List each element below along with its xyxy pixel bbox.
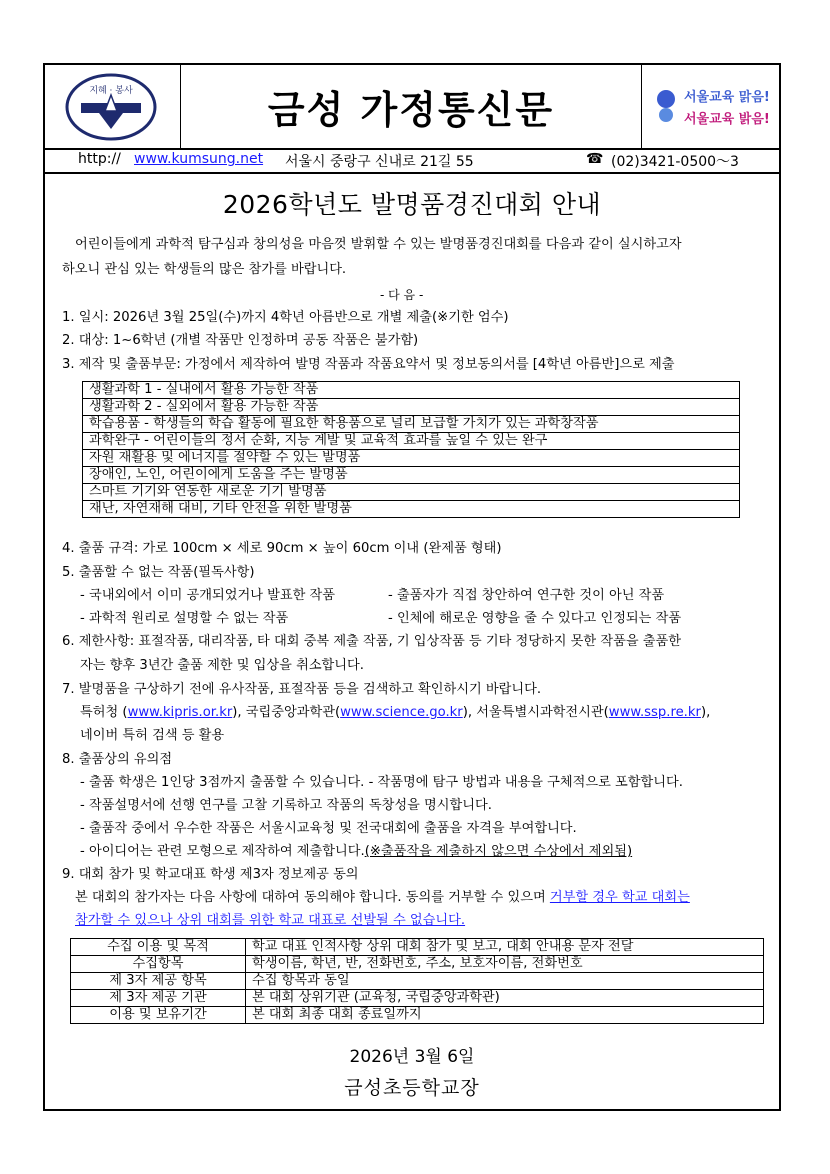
consent-row (71, 1007, 764, 1024)
item-8b: - 작품설명서에 선행 연구를 고찰 기록하고 작품의 독창성을 명시합니다. (80, 798, 492, 813)
science-link[interactable]: www.science.go.kr (340, 705, 463, 720)
category-cell: 자원 재활용 및 에너지를 절약할 수 있는 발명품 (83, 450, 740, 467)
school-address: 서울시 중랑구 신내로 21길 55 (285, 154, 474, 170)
item-7-end: ), (700, 705, 711, 720)
item-9a-pre: 본 대회의 참가자는 다음 사항에 대하여 동의해야 합니다. 동의를 거부할 수 있으며 (75, 890, 550, 905)
item-7-pre: 특허청 ( (80, 705, 128, 720)
item-2: 2. 대상: 1~6학년 (개별 작품만 인정하며 공동 작품은 불가함) (62, 333, 419, 348)
item-8d-pre: - 아이디어는 관련 모형으로 제작하여 제출합니다. (80, 844, 365, 859)
item-5: 5. 출품할 수 없는 작품(필독사항) (62, 565, 255, 580)
consent-row (71, 956, 764, 973)
consent-row (71, 939, 764, 956)
item-5d: - 인체에 해로운 영향을 줄 수 있다고 인정되는 작품 (388, 611, 682, 626)
info-divider (43, 172, 781, 174)
website-link[interactable]: www.kumsung.net (134, 151, 264, 167)
category-row (83, 484, 740, 501)
consent-key: 이용 및 보유기간 (71, 1007, 246, 1024)
item-5c: - 과학적 원리로 설명할 수 없는 작품 (80, 611, 289, 626)
item-8d-note: (※출품작을 제출하지 않으면 수상에서 제외됨) (364, 844, 633, 859)
kipris-link[interactable]: www.kipris.or.kr (127, 705, 233, 720)
item-7b: 네이버 특허 검색 등 활용 (80, 728, 225, 743)
school-logo (43, 63, 181, 149)
item-6-line-1: 6. 제한사항: 표절작품, 대리작품, 타 대회 중복 제출 작품, 기 입상작품 등 기타 정당하지 못한 작품을 출품한 (62, 634, 681, 649)
item-1: 1. 일시: 2026년 3월 25일(수)까지 4학년 아름반으로 개별 제출(※기한 엄수) (62, 310, 509, 325)
item-9: 9. 대회 참가 및 학교대표 학생 제3자 정보제공 동의 (62, 867, 359, 882)
consent-key: 수집항목 (71, 956, 246, 973)
item-4: 4. 출품 규격: 가로 100cm × 세로 90cm × 높이 60cm 이내 (완제품 형태) (62, 541, 502, 556)
category-row (83, 433, 740, 450)
category-cell: 재난, 자연재해 대비, 기타 안전을 위한 발명품 (83, 501, 740, 518)
consent-row (71, 973, 764, 990)
document-title: 2026학년도 발명품경진대회 안내 (222, 190, 602, 219)
item-3: 3. 제작 및 출품부문: 가정에서 제작하여 발명 작품과 작품요약서 및 정보동의서를 [4학년 아름반]으로 제출 (62, 357, 675, 372)
category-cell: 학습용품 - 학생들의 학습 활동에 필요한 학용품으로 널리 보급할 가치가 있는 과학창작품 (83, 416, 740, 433)
intro-line-1: 어린이들에게 과학적 탐구심과 창의성을 마음껏 발휘할 수 있는 발명품경진대회를 다음과 같이 실시하고자 (75, 237, 682, 252)
category-cell: 과학완구 - 어린이들의 정서 순화, 지능 계발 및 교육적 효과를 높일 수 있는 완구 (83, 433, 740, 450)
item-9b (75, 912, 465, 930)
svg-text:서울교육 밝음!: 서울교육 밝음! (684, 112, 770, 127)
ssp-link[interactable]: www.ssp.re.kr (608, 705, 701, 720)
seoul-education-logo (641, 63, 781, 149)
item-7: 7. 발명품을 구상하기 전에 유사작품, 표절작품 등을 검색하고 확인하시기 바랍니다. (62, 682, 542, 697)
item-9b-warning: 참가할 수 있으나 상위 대회를 위한 학교 대표로 선발될 수 없습니다. (75, 913, 466, 928)
consent-key: 수집 이용 및 목적 (71, 939, 246, 956)
header-divider (43, 148, 781, 150)
item-7-links (80, 704, 710, 722)
principal-signature: 금성초등학교장 (344, 1077, 480, 1099)
issue-date: 2026년 3월 6일 (349, 1047, 475, 1067)
item-6-line-2: 자는 향후 3년간 출품 제한 및 입상을 취소합니다. (80, 658, 364, 673)
phone-icon: ☎ (586, 151, 604, 167)
item-9a (75, 889, 690, 907)
consent-value: 본 대회 최종 대회 종료일까지 (246, 1007, 764, 1024)
consent-value: 본 대회 상위기관 (교육청, 국립중앙과학관) (246, 990, 764, 1007)
svg-text:지혜 · 봉사: 지혜 · 봉사 (89, 86, 133, 96)
category-table (82, 381, 740, 518)
category-row (83, 416, 740, 433)
consent-key: 제 3자 제공 기관 (71, 990, 246, 1007)
consent-key: 제 3자 제공 항목 (71, 973, 246, 990)
intro-line-2: 하오니 관심 있는 학생들의 많은 참가를 바랍니다. (62, 262, 347, 277)
item-5a: - 국내외에서 이미 공개되었거나 발표한 작품 (80, 588, 336, 603)
consent-value: 수집 항목과 동일 (246, 973, 764, 990)
category-row (83, 450, 740, 467)
category-cell: 생활과학 2 - 실외에서 활용 가능한 작품 (83, 399, 740, 416)
seoul-education-icon (642, 63, 780, 147)
item-8a: - 출품 학생은 1인당 3점까지 출품할 수 있습니다. - 작품명에 탐구 방법과 내용을 구체적으로 포함합니다. (80, 775, 683, 790)
school-emblem-icon (43, 63, 179, 147)
phone-number: (02)3421-0500～3 (611, 154, 739, 170)
svg-text:서울교육 맑음!: 서울교육 맑음! (684, 90, 770, 105)
category-row (83, 382, 740, 399)
item-8c: - 출품작 중에서 우수한 작품은 서울시교육청 및 전국대회에 출품을 자격을 부여합니다. (80, 821, 577, 836)
consent-row (71, 990, 764, 1007)
item-8: 8. 출품상의 유의점 (62, 752, 173, 767)
consent-value: 학생이름, 학년, 반, 전화번호, 주소, 보호자이름, 전화번호 (246, 956, 764, 973)
info-bar (43, 151, 781, 171)
category-cell: 생활과학 1 - 실내에서 활용 가능한 작품 (83, 382, 740, 399)
item-7-mid2: ), 서울특별시과학전시관( (462, 705, 609, 720)
consent-value: 학교 대표 인적사항 상위 대회 참가 및 보고, 대회 안내용 문자 전달 (246, 939, 764, 956)
category-row (83, 399, 740, 416)
item-9a-warning: 거부할 경우 학교 대회는 (549, 890, 690, 905)
item-5b: - 출품자가 직접 창안하여 연구한 것이 아닌 작품 (388, 588, 665, 603)
category-row (83, 501, 740, 518)
newsletter-title: 금성 가정통신문 (267, 86, 555, 132)
category-row (83, 467, 740, 484)
category-cell: 장애인, 노인, 어린이에게 도움을 주는 발명품 (83, 467, 740, 484)
da-eum-heading: - 다 음 - (380, 288, 424, 302)
item-8d (80, 843, 632, 861)
category-cell: 스마트 기기와 연동한 새로운 기기 발명품 (83, 484, 740, 501)
item-7-mid1: ), 국립중앙과학관( (232, 705, 341, 720)
http-prefix: http:// (78, 151, 121, 167)
consent-table (70, 938, 764, 1024)
